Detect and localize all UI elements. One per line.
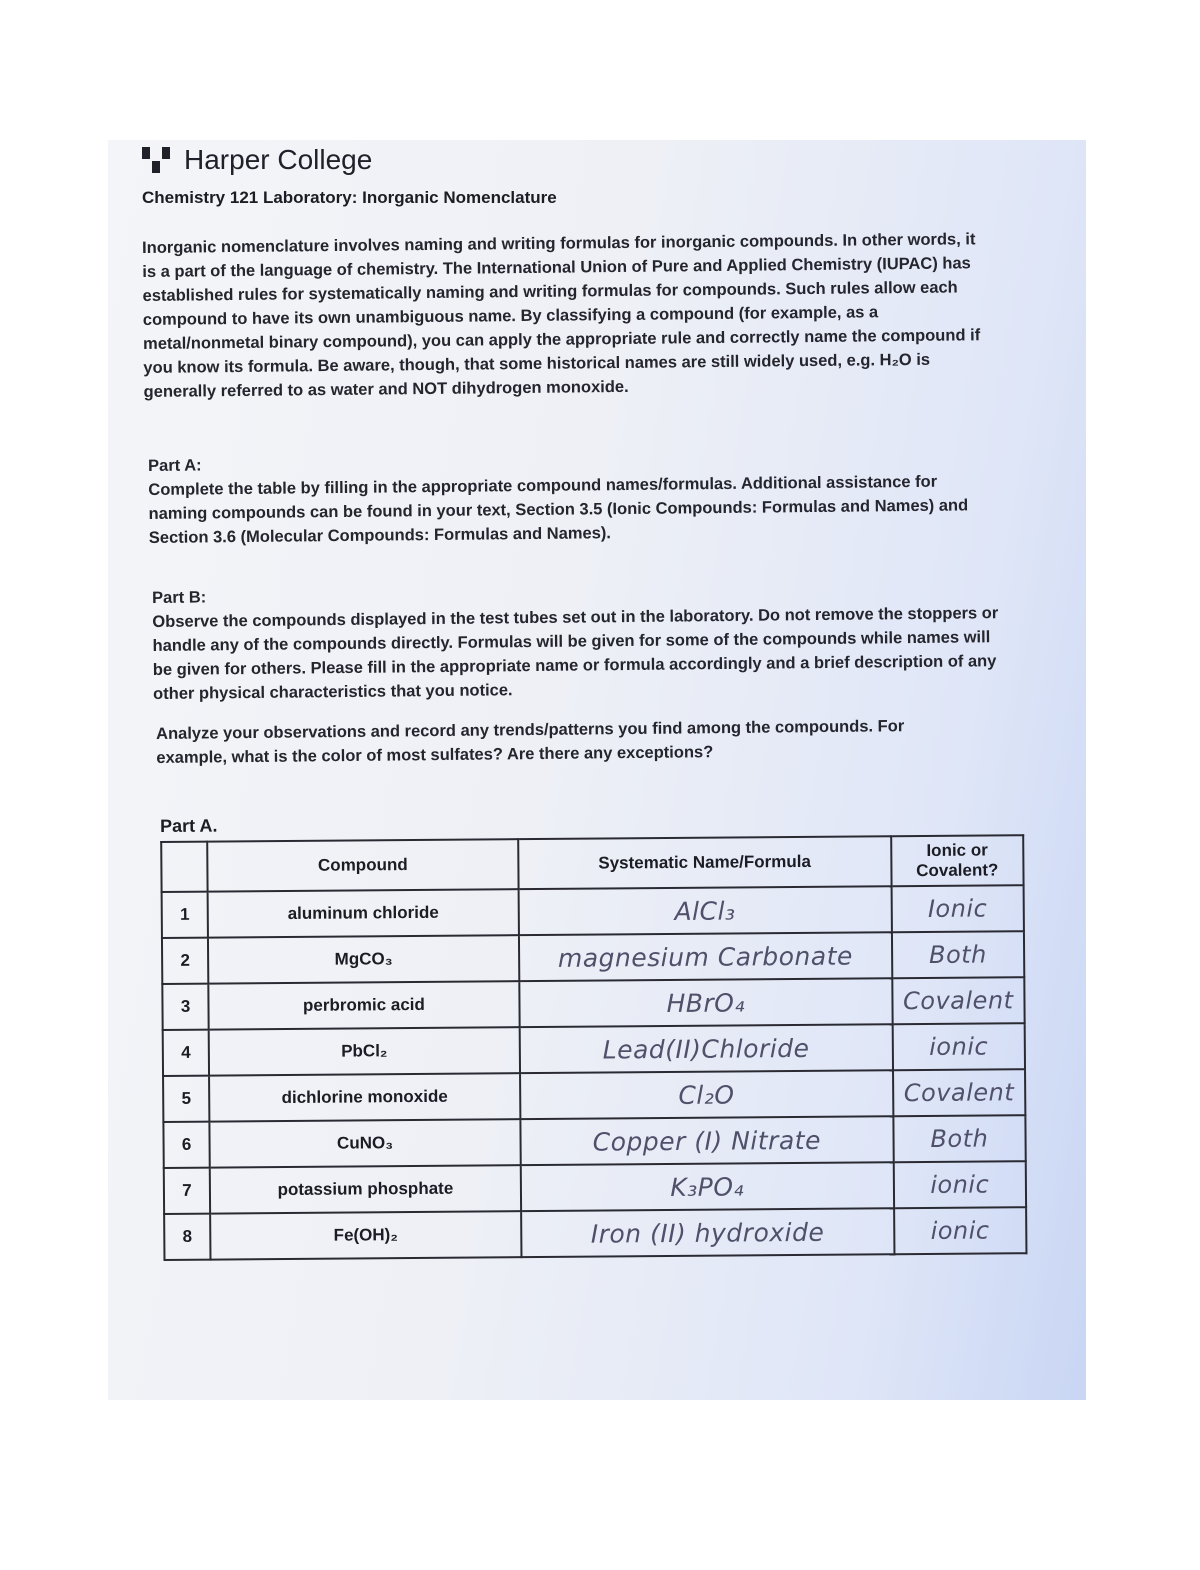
- type-answer[interactable]: Covalent: [892, 977, 1025, 1024]
- table-row: [163, 1023, 1025, 1076]
- systematic-answer[interactable]: Cl₂O: [520, 1070, 893, 1119]
- systematic-answer[interactable]: HBrO₄: [519, 978, 892, 1027]
- systematic-answer[interactable]: AlCl₃: [518, 886, 891, 935]
- table-row: [163, 1115, 1025, 1168]
- table-row: [162, 931, 1024, 984]
- compound-cell: perbromic acid: [208, 981, 519, 1029]
- part-b-text: Observe the compounds displayed in the test tubes set out in the laboratory. Do not remove the stoppers or handle any of the compounds directly. Formulas will be given for some of the compounds while names will be given for others. Please fill in the appropriate name or formula accordingly and a brief description of any other physical characteristics that you notice.: [152, 604, 999, 703]
- header-number: [161, 842, 207, 892]
- compound-cell: Fe(OH)₂: [210, 1211, 521, 1259]
- table-row: [164, 1207, 1026, 1260]
- table-row: [162, 977, 1024, 1030]
- compound-cell: MgCO₃: [208, 935, 519, 983]
- row-number: 3: [162, 984, 208, 1030]
- compound-cell: PbCl₂: [209, 1027, 520, 1075]
- header-ionic-covalent: Ionic or Covalent?: [891, 835, 1024, 886]
- row-number: 7: [164, 1168, 210, 1214]
- table-row: [164, 1161, 1026, 1214]
- row-number: 8: [164, 1214, 210, 1260]
- part-a-text: Complete the table by filling in the appropriate compound names/formulas. Additional assistance for naming compounds can be found in your text, Section 3.5 (Ionic Compounds: Formulas and Names) and Section 3.6 (Molecular Compounds: Formulas and Names).: [148, 472, 969, 547]
- analyze-paragraph: Analyze your observations and record any trends/patterns you find among the compounds. For example, what is the color of most sulfates? Are there any exceptions?: [156, 717, 905, 767]
- part-b-section: [152, 577, 1003, 706]
- part-a-title: Part A:: [148, 456, 202, 475]
- type-answer[interactable]: ionic: [894, 1207, 1027, 1254]
- table-caption: Part A.: [160, 815, 218, 836]
- header-systematic: Systematic Name/Formula: [518, 836, 891, 889]
- part-b-title: Part B:: [152, 588, 207, 607]
- table-row: [163, 1069, 1025, 1122]
- table-header-row: [161, 835, 1023, 892]
- compound-cell: dichlorine monoxide: [209, 1073, 520, 1121]
- harper-logo-icon: [142, 147, 172, 173]
- type-answer[interactable]: Both: [892, 931, 1025, 978]
- row-number: 6: [163, 1122, 209, 1168]
- row-number: 2: [162, 938, 208, 984]
- header: [142, 140, 372, 180]
- nomenclature-table: [160, 834, 1027, 1261]
- systematic-answer[interactable]: magnesium Carbonate: [519, 932, 892, 981]
- type-answer[interactable]: Both: [893, 1115, 1026, 1162]
- college-name: Harper College: [184, 144, 373, 175]
- type-answer[interactable]: Ionic: [891, 885, 1024, 932]
- type-answer[interactable]: ionic: [892, 1023, 1025, 1070]
- row-number: 5: [163, 1076, 209, 1122]
- intro-paragraph: Inorganic nomenclature involves naming and writing formulas for inorganic compounds. In other words, it is a part of the language of chemistry. The International Union of Pure and Applied Chemistry (IUPAC) has established rules for systematically naming and writing formulas for compounds. Such rules allow each compound to have its own unambiguous name. By classifying a compound (for example, as a metal/nonmetal binary compound), you can apply the appropriate rule and correctly name the compound if you know its formula. Be aware, though, that some historical names are still widely used, e.g. H₂O is generally referred to as water and NOT dihydrogen monoxide.: [142, 230, 981, 401]
- type-answer[interactable]: ionic: [893, 1161, 1026, 1208]
- course-title: Chemistry 121 Laboratory: Inorganic Nomenclature: [142, 188, 557, 207]
- header-compound: Compound: [207, 839, 518, 891]
- table-row: [162, 885, 1024, 938]
- type-answer[interactable]: Covalent: [893, 1069, 1026, 1116]
- row-number: 4: [163, 1030, 209, 1076]
- systematic-answer[interactable]: K₃PO₄: [521, 1162, 894, 1211]
- compound-cell: potassium phosphate: [210, 1165, 521, 1213]
- systematic-answer[interactable]: Lead(II)Chloride: [519, 1024, 892, 1073]
- part-a-section: [148, 445, 999, 550]
- systematic-answer[interactable]: Copper (I) Nitrate: [520, 1116, 893, 1165]
- systematic-answer[interactable]: Iron (II) hydroxide: [521, 1208, 894, 1257]
- compound-cell: CuNO₃: [209, 1119, 520, 1167]
- row-number: 1: [162, 892, 208, 938]
- part-a-table-section: [160, 809, 1033, 1261]
- compound-cell: aluminum chloride: [208, 889, 519, 937]
- worksheet-page: [108, 140, 1086, 1400]
